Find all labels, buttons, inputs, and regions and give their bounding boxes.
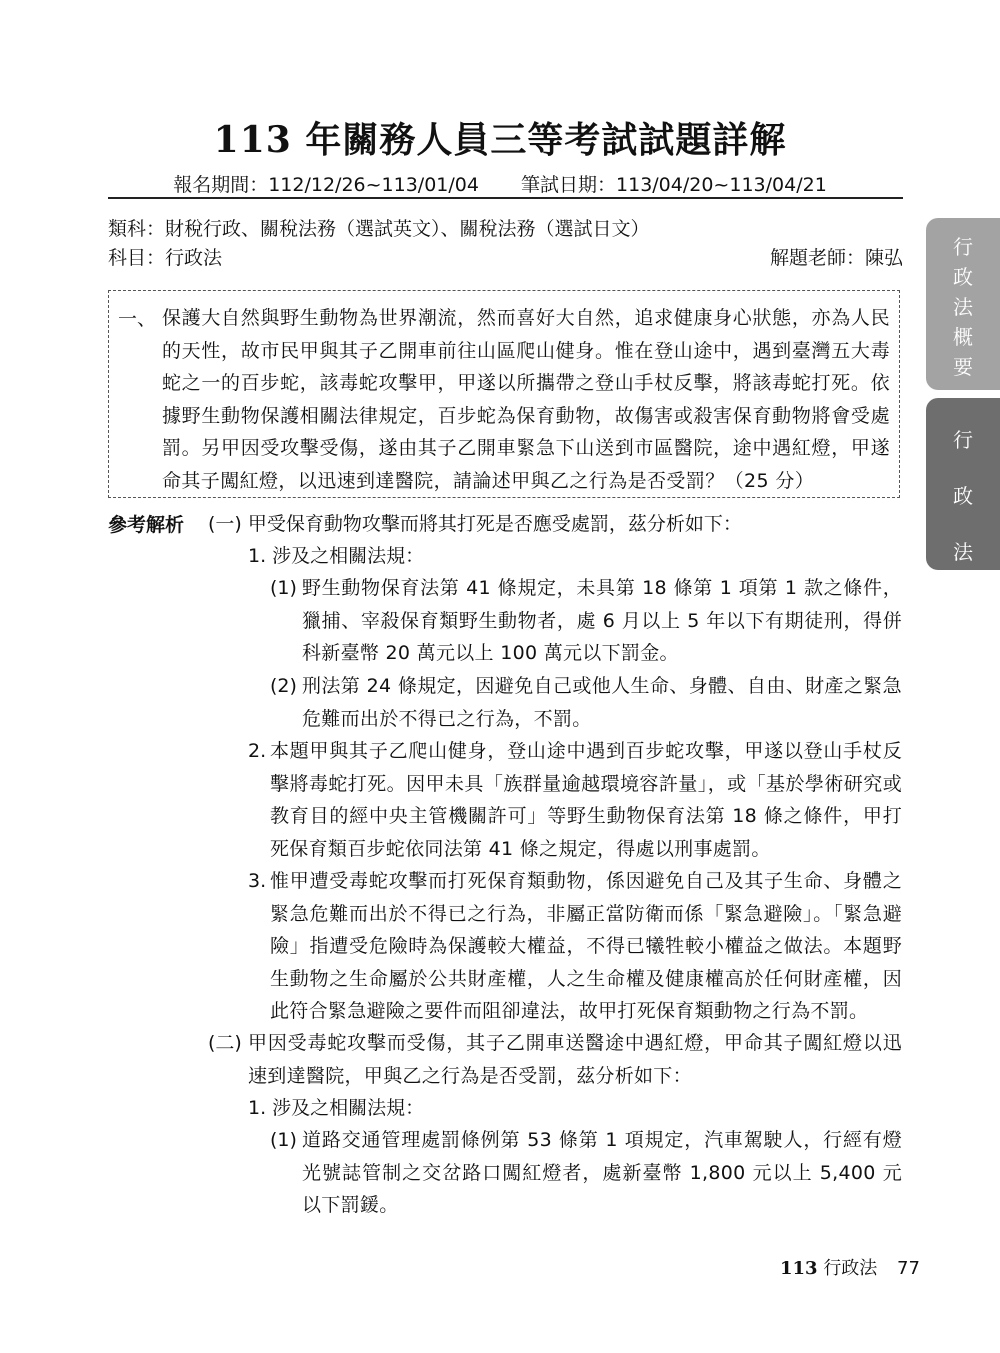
teacher: 解題老師：陳弘	[769, 247, 903, 269]
tab1-char: 概	[953, 325, 973, 349]
p2-item1: 1. 涉及之相關法規：	[248, 1097, 425, 1119]
page-number: 77	[897, 1258, 920, 1279]
tab1-char: 政	[953, 265, 973, 289]
p1-item1: 1. 涉及之相關法規：	[248, 545, 425, 567]
subject-line	[108, 245, 903, 271]
footer-book: 113	[780, 1258, 818, 1279]
exam-date: 筆試日期：113/04/20~113/04/21	[521, 174, 827, 196]
p1-i1-s1-num: (1)	[270, 577, 297, 599]
p1-item2-text: 本題甲與其子乙爬山健身，登山途中遇到百步蛇攻擊，甲遂以登山手杖反擊將毒蛇打死。因甲未具「族群量逾越環境容許量」，或「基於學術研究或教育目的經中央主管機關許可」等野生動物保育法第 18 條之條件，甲打死保育類百步蛇依同法第 41 條之規定，得處以刑事處罰。	[270, 740, 902, 860]
p1-item2-num: 2.	[248, 740, 267, 762]
p1-i1-s1-text: 野生動物保育法第 41 條規定，未具第 18 條第 1 項第 1 款之條件，獵捕、宰殺保育類野生動物者，處 6 月以上 5 年以下有期徒刑，得併科新臺幣 20 萬元以上 100 萬元以下罰金。	[302, 577, 902, 664]
p1-item3-num: 3.	[248, 870, 267, 892]
subject: 科目：行政法	[108, 247, 223, 269]
footer-subject: 行政法	[823, 1258, 878, 1279]
question-number: 一、	[118, 308, 157, 330]
tab1-char: 法	[953, 295, 973, 319]
answer-label: 參考解析	[108, 514, 185, 536]
p2-i1-s1-num: (1)	[270, 1129, 297, 1151]
tab1-char: 行	[953, 235, 973, 259]
question-text: 保護大自然與野生動物為世界潮流，然而喜好大自然，追求健康身心狀態，亦為人民的天性，故市民甲與其子乙開車前往山區爬山健身。惟在登山途中，遇到臺灣五大毒蛇之一的百步蛇，該毒蛇攻擊甲，甲遂以所攜帶之登山手杖反擊，將該毒蛇打死。依據野生動物保護相關法律規定，百步蛇為保育動物，故傷害或殺害保育動物將會受處罰。另甲因受攻擊受傷，遂由其子乙開車緊急下山送到市區醫院，途中遇紅燈，甲遂命其子闖紅燈，以迅速到達醫院，請論述甲與乙之行為是否受罰？（25 分）	[162, 307, 890, 492]
side-tab-administrative-law[interactable]	[926, 398, 1000, 570]
header-divider	[108, 197, 903, 199]
page-title: 113 年關務人員三等考試試題詳解	[213, 119, 787, 161]
exam-dates	[100, 170, 900, 197]
side-tab-administrative-law-overview[interactable]	[926, 218, 1000, 390]
p1-item3-text: 惟甲遭受毒蛇攻擊而打死保育類動物，係因避免自己及其子生命、身體之緊急危難而出於不得已之行為，非屬正當防衛而係「緊急避險」。「緊急避險」指遭受危險時為保護較大權益，不得已犧牲較小權益之做法。本題野生動物之生命屬於公共財產權，人之生命權及健康權高於任何財產權，因此符合緊急避險之要件而阻卻違法，故甲打死保育類動物之行為不罰。	[270, 870, 902, 1022]
part1-heading: (一) 甲受保育動物攻擊而將其打死是否應受處罰，茲分析如下：	[208, 513, 742, 535]
category-line: 類科：財稅行政、關稅法務（選試英文）、關稅法務（選試日文）	[108, 218, 650, 240]
page-footer	[780, 1254, 920, 1280]
part2-heading: 甲因受毒蛇攻擊而受傷，其子乙開車送醫途中遇紅燈，甲命其子闖紅燈以迅速到達醫院，甲與乙之行為是否受罰，茲分析如下：	[248, 1032, 902, 1087]
p1-i1-s2-text: 刑法第 24 條規定，因避免自己或他人生命、身體、自由、財產之緊急危難而出於不得已之行為，不罰。	[302, 675, 902, 730]
part2-num: (二)	[208, 1032, 242, 1054]
registration-period: 報名期間：112/12/26~113/01/04	[173, 174, 479, 196]
tab1-char: 要	[953, 355, 973, 379]
tab2-char: 政	[953, 484, 973, 508]
p1-i1-s2-num: (2)	[270, 675, 297, 697]
p2-i1-s1-text: 道路交通管理處罰條例第 53 條第 1 項規定，汽車駕駛人，行經有燈光號誌管制之交岔路口闖紅燈者，處新臺幣 1,800 元以上 5,400 元以下罰鍰。	[302, 1129, 902, 1216]
tab2-char: 法	[953, 540, 973, 564]
tab2-char: 行	[953, 428, 973, 452]
